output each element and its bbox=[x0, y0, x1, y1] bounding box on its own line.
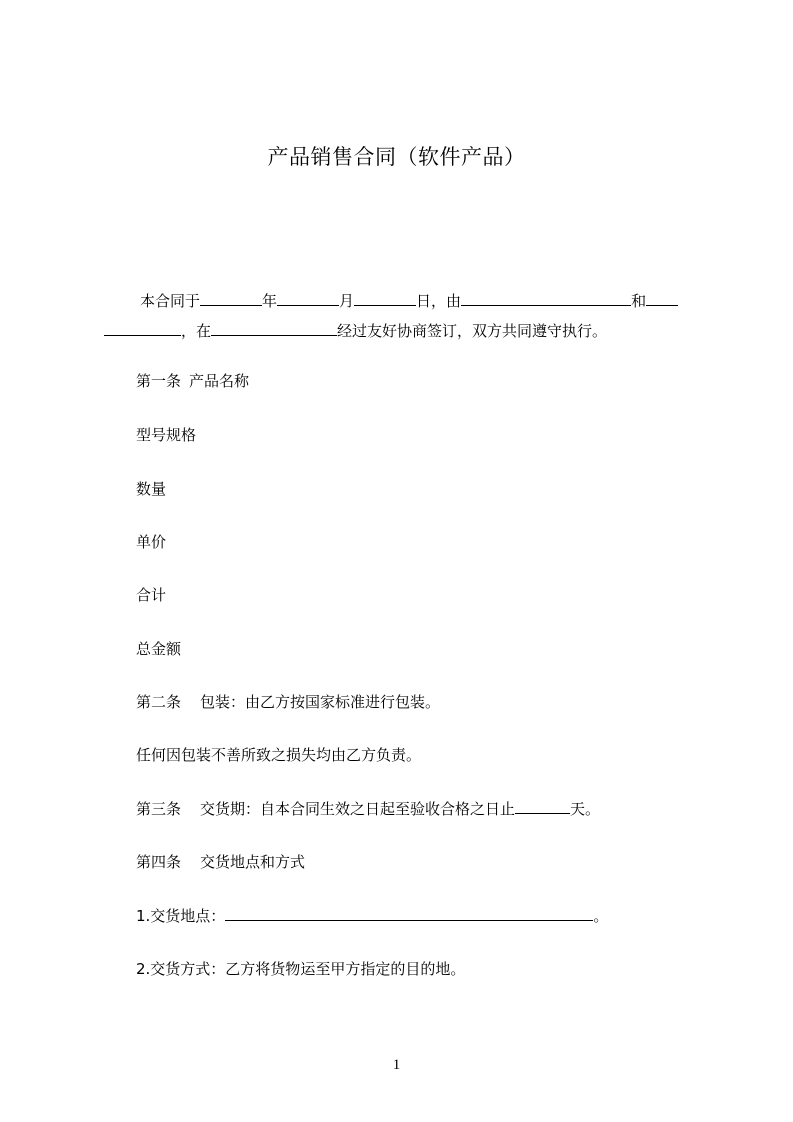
intro-line-2 bbox=[104, 321, 607, 341]
article-3-unit: 天。 bbox=[570, 800, 601, 818]
page-number: 1 bbox=[392, 1057, 401, 1073]
article-2 bbox=[136, 692, 440, 712]
intro-end: 经过友好协商签订，双方共同遵守执行。 bbox=[337, 322, 608, 340]
intro-month: 月 bbox=[339, 292, 355, 310]
article-2-text: 包装：由乙方按国家标准进行包装。 bbox=[200, 693, 441, 711]
party-b-blank-end bbox=[104, 321, 181, 336]
article-4-label: 第四条 bbox=[136, 853, 182, 871]
intro-and: 和 bbox=[631, 292, 647, 310]
article-3-label: 第三条 bbox=[136, 800, 182, 818]
days-blank bbox=[515, 799, 570, 814]
delivery-place-label: 1.交货地点： bbox=[136, 907, 226, 925]
article-2-label: 第二条 bbox=[136, 693, 182, 711]
article-2-note: 任何因包装不善所致之损失均由乙方负责。 bbox=[136, 746, 422, 764]
article-1-item: 数量 bbox=[136, 480, 167, 498]
article-4-title: 交货地点和方式 bbox=[200, 853, 306, 871]
article-1-item: 总金额 bbox=[136, 640, 182, 658]
month-blank bbox=[277, 291, 339, 306]
article-3 bbox=[136, 799, 600, 819]
party-a-blank bbox=[461, 291, 631, 306]
article-1-title: 产品名称 bbox=[189, 372, 250, 390]
article-4-heading bbox=[136, 852, 305, 872]
year-blank bbox=[200, 291, 262, 306]
delivery-place-end: 。 bbox=[593, 907, 609, 925]
article-4-item-2: 2.交货方式：乙方将货物运至甲方指定的目的地。 bbox=[136, 960, 466, 978]
article-1-item: 合计 bbox=[136, 586, 167, 604]
article-1-item: 单价 bbox=[136, 533, 167, 551]
place-blank bbox=[211, 321, 337, 336]
article-1-label: 第一条 bbox=[136, 372, 182, 390]
intro-line-1 bbox=[140, 291, 678, 311]
delivery-place-blank bbox=[225, 906, 593, 921]
intro-day: 日，由 bbox=[416, 292, 462, 310]
party-b-blank-start bbox=[646, 291, 678, 306]
intro-at: ，在 bbox=[181, 322, 212, 340]
article-4-item-1 bbox=[136, 906, 608, 926]
document-title: 产品销售合同（软件产品） bbox=[267, 145, 526, 169]
article-1-heading bbox=[136, 371, 249, 391]
intro-text-start: 本合同于 bbox=[140, 292, 201, 310]
article-3-text: 交货期：自本合同生效之日起至验收合格之日止 bbox=[200, 800, 516, 818]
day-blank bbox=[354, 291, 416, 306]
article-1-item: 型号规格 bbox=[136, 426, 197, 444]
intro-year: 年 bbox=[262, 292, 278, 310]
